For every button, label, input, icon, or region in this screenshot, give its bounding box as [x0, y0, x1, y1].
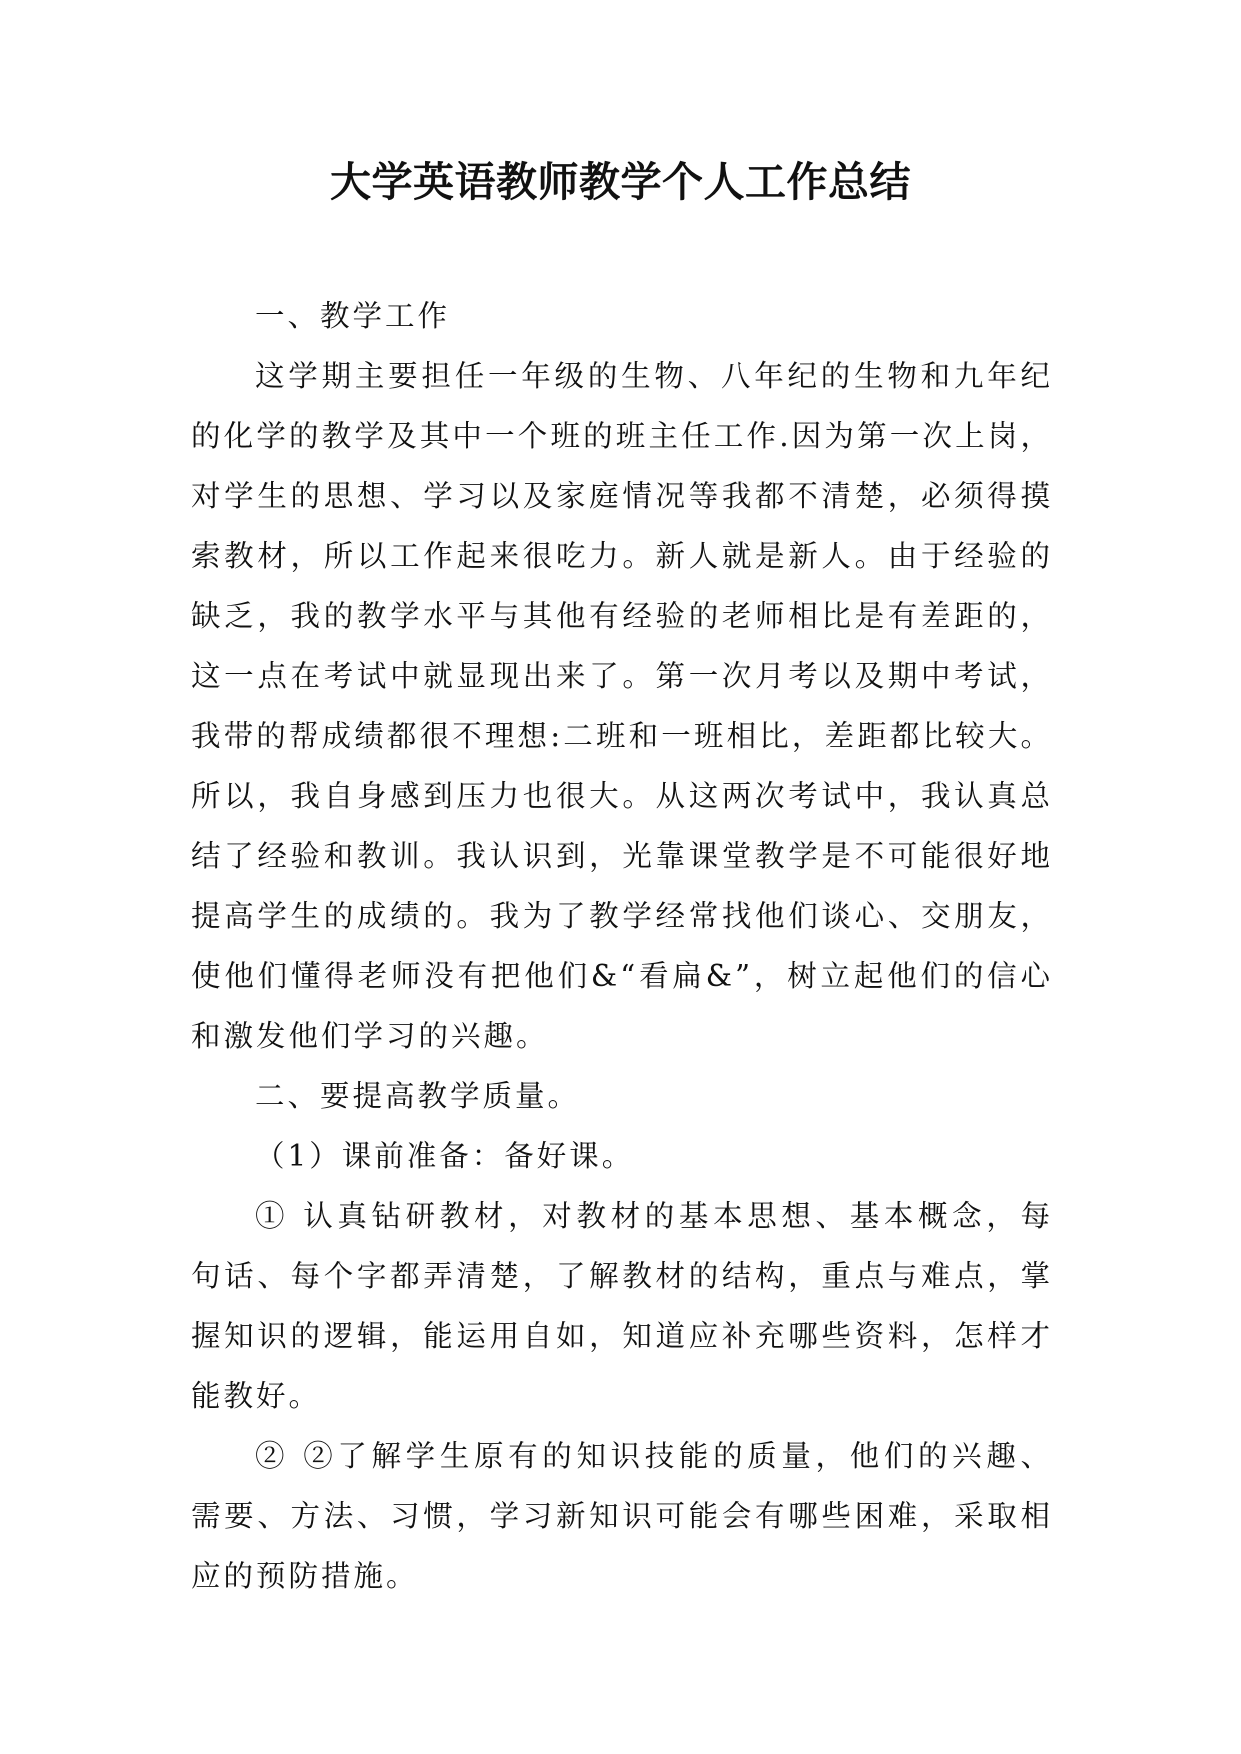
text-line: 的化学的教学及其中一个班的班主任工作.因为第一次上岗，: [191, 419, 1053, 453]
text-line: 和激发他们学习的兴趣。: [191, 1019, 549, 1053]
text-line: 需要、方法、习惯，学习新知识可能会有哪些困难，采取相: [191, 1499, 1053, 1533]
text-line: 能教好。: [191, 1379, 322, 1413]
text-line: 我带的帮成绩都很不理想:二班和一班相比，差距都比较大。: [191, 719, 1053, 753]
text-line: （1）课前准备：备好课。: [255, 1139, 635, 1173]
text-line: 握知识的逻辑，能运用自如，知道应补充哪些资料，怎样才: [191, 1319, 1053, 1353]
document-title: 大学英语教师教学个人工作总结: [330, 158, 911, 206]
text-line: 结了经验和教训。我认识到，光靠课堂教学是不可能很好地: [191, 839, 1053, 873]
text-line: 这一点在考试中就显现出来了。第一次月考以及期中考试，: [191, 659, 1053, 693]
document-body: [191, 286, 1053, 1606]
text-line: 使他们懂得老师没有把他们&“看扁&”，树立起他们的信心: [191, 959, 1053, 993]
text-line: 应的预防措施。: [191, 1559, 419, 1593]
text-line: 索教材，所以工作起来很吃力。新人就是新人。由于经验的: [191, 539, 1053, 573]
text-line: 句话、每个字都弄清楚，了解教材的结构，重点与难点，掌: [191, 1259, 1053, 1293]
text-line: 提高学生的成绩的。我为了教学经常找他们谈心、交朋友，: [191, 899, 1053, 933]
text-line: ② ②了解学生原有的知识技能的质量，他们的兴趣、: [255, 1439, 1053, 1473]
text-line: 这学期主要担任一年级的生物、八年纪的生物和九年纪: [255, 359, 1053, 393]
text-line: 缺乏，我的教学水平与其他有经验的老师相比是有差距的，: [191, 599, 1053, 633]
text-line: 所以，我自身感到压力也很大。从这两次考试中，我认真总: [191, 779, 1053, 813]
text-line: 二、要提高教学质量。: [255, 1079, 581, 1113]
text-line: ① 认真钻研教材，对教材的基本思想、基本概念，每: [255, 1199, 1053, 1233]
text-line: 对学生的思想、学习以及家庭情况等我都不清楚，必须得摸: [191, 479, 1053, 513]
text-line: 一、教学工作: [255, 299, 451, 333]
